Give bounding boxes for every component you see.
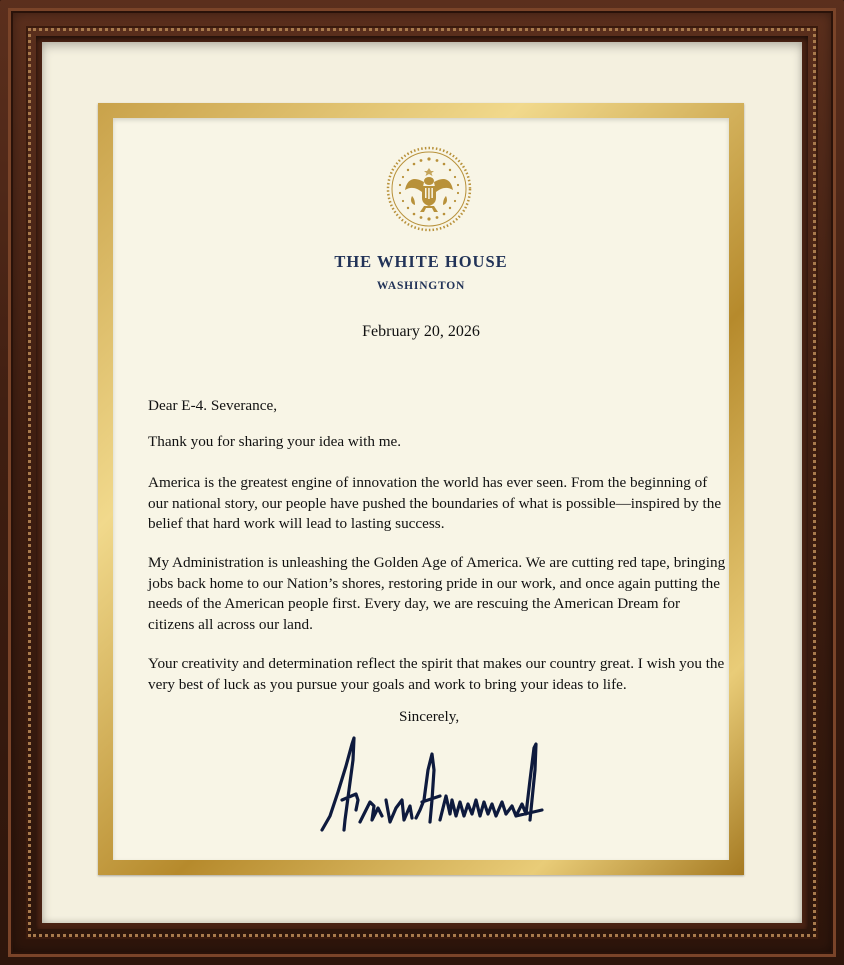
letter-salutation: Dear E-4. Severance,	[148, 397, 278, 414]
letter-paragraph: Thank you for sharing your idea with me.	[148, 433, 402, 450]
handwritten-signature	[316, 730, 548, 838]
letter-paragraph: My Administration is unleashing the Golden Age of America. We are cutting red tape, bringing jobs back home to our Nation’s shores, restoring pride in our work, and once again putting the needs of the American people first. Every day, we are rescuing the American Dream for citizens all across our land.	[148, 554, 726, 633]
letter-paragraph: America is the greatest engine of innovation the world has ever seen. From the beginning of our national story, our people have pushed the boundaries of what is possible—inspired by the belief that hard work will lead to lasting success.	[148, 474, 722, 532]
presidential-seal-icon	[386, 146, 472, 232]
letter-closing: Sincerely,	[399, 708, 460, 725]
letterhead-subtitle: WASHINGTON	[376, 280, 466, 292]
letterhead-title: THE WHITE HOUSE	[334, 252, 508, 271]
letter-date: February 20, 2026	[362, 323, 480, 340]
letter-paragraph: Your creativity and determination reflect the spirit that makes our country great. I wish you the very best of luck as you pursue your goals and work to bring your ideas to life.	[148, 655, 725, 693]
